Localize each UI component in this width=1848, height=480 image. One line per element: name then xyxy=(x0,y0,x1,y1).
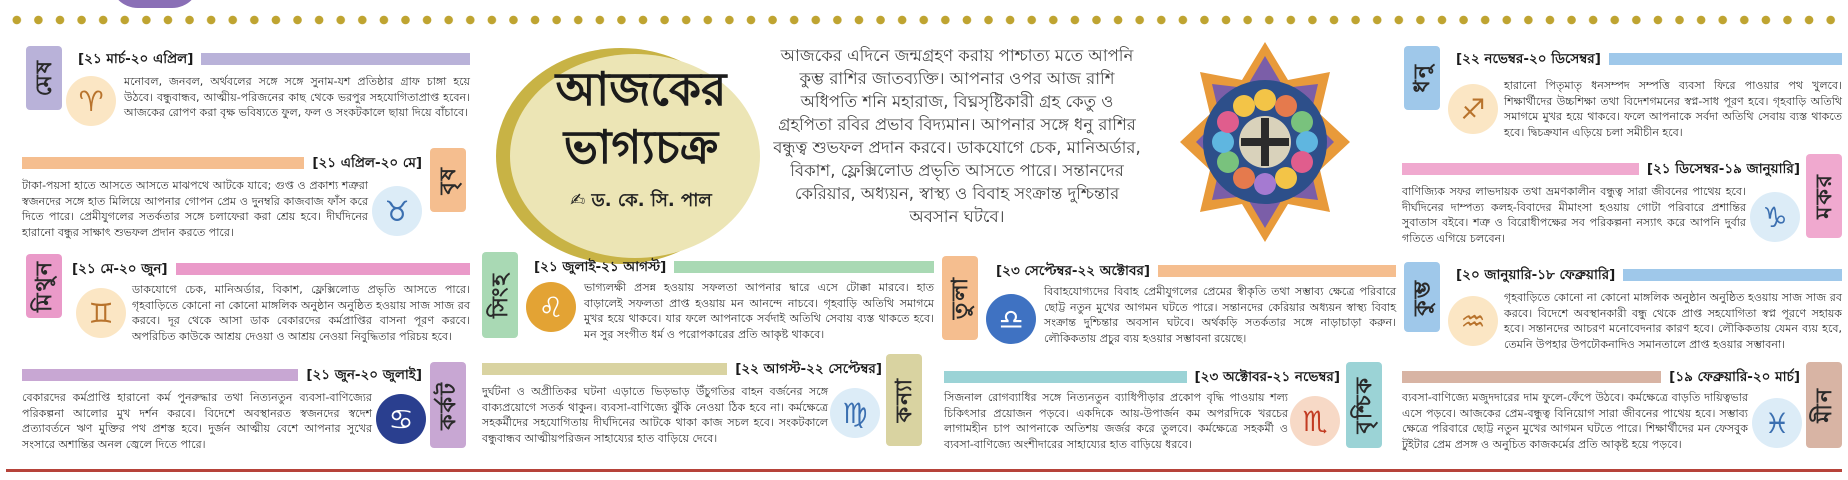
aquarius-dates: [২০ জানুয়ারি-১৮ ফেব্রুয়ারি] xyxy=(1456,266,1616,283)
virgo-text: দুর্ঘটনা ও অপ্রীতিকর ঘটনা এড়াতে ভিড়ভাড় উঁচুগতির বাহন বর্জনের সঙ্গে বাক্যপ্রয়োগে সতর্ক থাকুন। ব্যবসা-বাণিজ্যে ঝুঁকি নেওয়া ঠিক হবে না। কর্মক্ষেত্রে সহকর্মীদের সহযোগিতায় দীর্ঘদিনের আটকে থাকা কাজ সচল হবে। সংকটকালে বন্ধুবান্ধব আত্মীয়পরিজন সাহায্যের হাত বাড়িয়ে দেবে। xyxy=(482,385,828,445)
leo-text: ভাগ্যলক্ষী প্রসন্ন হওয়ায় সফলতা আপনার দ্বারে এসে টোক্কা মারবে। হাত বাড়ালেই সফলতা প্রাপ্ত হওয়ায় মন আনন্দে নাচবে। গৃহবাড়ি অতিথি সমাগমে মুখর হয়ে থাকবে। যার ফলে আপনাকে সর্বদাই অতিথি সেবায় ব্যস্ত থাকতে হবে। মন সুর সংগীত ধর্ম ও পরোপকারের প্রতি আকৃষ্ট থাকবে। xyxy=(584,281,934,341)
capricorn-dates: [২১ ডিসেম্বর-১৯ জানুয়ারি] xyxy=(1646,160,1800,177)
libra-date-bar xyxy=(996,260,1396,282)
aries-date-bar xyxy=(78,48,470,70)
headline-block xyxy=(496,48,768,264)
libra-icon: ♎ xyxy=(986,294,1036,344)
taurus-icon: ♉ xyxy=(372,186,422,236)
top-decoration xyxy=(110,0,200,8)
intro-paragraph: আজকের এদিনে জন্মগ্রহণ করায় পাশ্চাত্য মতে আপনি কুম্ভ রাশির জাতব্যক্তি। আপনার ওপর আজ রাশি অধিপতি শনি মহারাজ, বিঘ্নসৃষ্টিকারী গ্রহ কেতু ও গ্রহপিতা রবির প্রভাব বিদ্যমান। আপনার সঙ্গে ধনু রাশির বন্ধুত্ব শুভফল প্রদান করবে। ডাকযোগে চেক, মানিঅর্ডার, বিকাশ, ফ্লেক্সিলোড প্রভৃতি আসতে পারে। সন্তানদের কেরিয়ার, অধ্যয়ন, স্বাস্থ্য ও বিবাহ সংক্রান্ত দুশ্চিন্তার অবসান ঘটবে। xyxy=(773,46,1141,226)
aquarius-text: গৃহবাড়িতে কোনো না কোনো মাঙ্গলিক অনুষ্ঠান অনুষ্ঠিত হওয়ায় সাজ সাজ রব করবে। বিদেশে অবস্থানকারী বন্ধু থেকে প্রাপ্ত সহযোগিতা স্বপ্ন পূরণে সহায়ক হবে। সন্তানদের আচরণ মনোবেদনার কারণ হবে। লৌকিকতায় যেমন ব্যয় হবে, তেমনি উপহার উপঢৌকনাদিও সমানতালে প্রাপ্ত হওয়ার সম্ভাবনা। xyxy=(1504,291,1842,351)
dotted-border xyxy=(6,14,1842,26)
aries-text: মনোবল, জনবল, অর্থবলের সঙ্গে সঙ্গে সুনাম-যশ প্রতিষ্ঠার গ্রাফ চাঙ্গা হয়ে উঠবে। বন্ধুবান্ধব, আত্মীয়-পরিজনের কাছ থেকে ভরপুর সহযোগিতাপ্রাপ্ত হবেন। আজকের রোপণ করা বৃক্ষ ভবিষ্যতে ফুল, ফল ও সংকটকালে ছায়া দিয়ে বাঁচাবে। xyxy=(124,75,470,119)
aquarius-date-bar xyxy=(1456,264,1842,286)
taurus-text: টাকা-পয়সা হাতে আসতে আসতে মাঝপথে আটকে যাবে; গুপ্ত ও প্রকাশ্য শত্রুরা স্বজনদের সঙ্গে হাত মিলিয়ে আপনার গোপন প্রেম ও দুনম্বরি কাজবাজ ফাঁস করে দিতে পারে। প্রেমীযুগলের সতর্কতার সঙ্গে চলাফেরা করা শ্রেয় হবে। দীর্ঘদিনের হারানো বন্ধুর সাক্ষাৎ শুভফল প্রদান করতে পারে। xyxy=(22,179,368,239)
capricorn-icon: ♑ xyxy=(1750,192,1800,242)
headline-line2: ভাগ্যচক্র xyxy=(563,120,719,174)
sign-tab-leo: সিংহ xyxy=(482,252,518,338)
gemini-text: ডাকযোগে চেক, মানিঅর্ডার, বিকাশ, ফ্লেক্সিলোড প্রভৃতি আসতে পারে। গৃহবাড়িতে কোনো না কোনো মাঙ্গলিক অনুষ্ঠান অনুষ্ঠিত হওয়ায় সাজ সাজ রব করবে। দূর থেকে আসা ডাক বেকারদের কর্মপ্রাপ্তির বাসনা পূরণ করবে। অপরিচিত কাউকে আশ্রয় দেওয়া ও আশ্রয় নেওয়া নিবুদ্ধিতার পরিচয় হবে। xyxy=(132,283,470,343)
scorpio-dates: [২৩ অক্টোবর-২১ নভেম্বর] xyxy=(1194,368,1340,385)
cancer-text: বেকারদের কর্মপ্রাপ্তি হারানো কর্ম পুনরুদ্ধার তথা নিত্যনতুন ব্যবসা-বাণিজ্যের পরিকল্পনা আলোর মুখ দর্শন করবে। বিদেশে অবস্থানরত স্বজনদের স্বদেশ প্রত্যাবর্তনে ঋণ মুক্তির পথ প্রশস্ত হবে। দুর্জন আত্মীয় বেশে আপনার সুখের সংসারে অশান্তির অনল জ্বেলে দিতে পারে। xyxy=(22,391,372,451)
libra-text: বিবাহযোগ্যদের বিবাহ প্রেমীযুগলের প্রেমের স্বীকৃতি তথা সম্ভাব্য ক্ষেত্রে পরিবারে ছোট্ট নতুন মুখের আগমন ঘটতে পারে। সন্তানদের কেরিয়ার অধ্যয়ন স্বাস্থ্য বিবাহ সংক্রান্ত দুশ্চিন্তার অবসান ঘটবে। অর্থকড়ি সতর্কতার সঙ্গে নাড়াচাড়া করুন। লৌকিকতায় প্রচুর ব্যয় হওয়ার সম্ভাবনা রয়েছে। xyxy=(1044,285,1396,345)
sagittarius-icon: ♐ xyxy=(1448,84,1498,134)
sign-tab-libra: তুলা xyxy=(942,256,978,340)
sagittarius-dates: [২২ নভেম্বর-২০ ডিসেম্বর] xyxy=(1456,50,1601,67)
sign-tab-aquarius: কুম্ভ xyxy=(1404,262,1440,332)
sign-tab-capricorn: মকর xyxy=(1806,154,1842,238)
aries-icon: ♈ xyxy=(66,76,116,126)
sign-tab-virgo: কন্যা xyxy=(886,354,922,446)
cancer-date-bar xyxy=(22,364,422,386)
pisces-dates: [১৯ ফেব্রুয়ারি-২০ মার্চ] xyxy=(1669,368,1800,385)
leo-icon: ♌ xyxy=(526,282,576,332)
bottom-rule xyxy=(6,469,1842,472)
cancer-icon: ♋ xyxy=(376,394,426,444)
libra-dates: [২৩ সেপ্টেম্বর-২২ অক্টোবর] xyxy=(996,262,1151,279)
scorpio-icon: ♏ xyxy=(1290,396,1340,446)
cancer-dates: [২১ জুন-২০ জুলাই] xyxy=(306,366,422,383)
pisces-text: ব্যবসা-বাণিজ্যে মজুদদারের দাম ফুলে-ফেঁপে উঠবে। কর্মক্ষেত্রে বাড়তি দায়িত্বভার এসে পড়বে। আজকের প্রেম-বন্ধুত্ব বিনিয়োগ সারা জীবনের পাথেয় হবে। সম্ভাব্য ক্ষেত্রে পরিবারে ছোট্ট নতুন মুখের আগমন ঘটতে পারে। শিক্ষার্থীদের মন ফেসবুক টুইটার প্রেম প্রসঙ্গ ও অনুচিত কাজকর্মের প্রতি আকৃষ্ট হয়ে পড়বে। xyxy=(1402,391,1748,451)
taurus-date-bar xyxy=(22,152,422,174)
sign-tab-cancer: কর্কট xyxy=(430,362,466,448)
byline: ড. কে. সি. পাল xyxy=(591,190,712,211)
capricorn-date-bar xyxy=(1402,158,1800,180)
virgo-dates: [২২ আগস্ট-২২ সেপ্টেম্বর] xyxy=(735,360,882,377)
leo-date-bar xyxy=(534,256,934,278)
sign-tab-aries: মেষ xyxy=(26,46,62,110)
virgo-icon: ♍ xyxy=(830,388,880,438)
aries-dates: [২১ মার্চ-২০ এপ্রিল] xyxy=(78,50,194,67)
sign-tab-taurus: বৃষ xyxy=(430,148,466,212)
sagittarius-text: হারানো পিতৃমাতৃ ধনসম্পদ সম্পত্তি ব্যবসা ফিরে পাওয়ার পথ খুলবে। শিক্ষার্থীদের উচ্চশিক্ষা তথা বিদেশগমনের স্বপ্ন-সাধ পূরণ হবে। গৃহবাড়ি অতিথি সমাগমে মুখর হয়ে থাকবে। ফলে আপনাকে সর্বদা অতিথি সেবায় ব্যস্ত থাকতে হবে। দ্বিচক্রযান এড়িয়ে চলা সমীচীন হবে। xyxy=(1504,79,1842,139)
taurus-dates: [২১ এপ্রিল-২০ মে] xyxy=(312,154,422,171)
capricorn-text: বাণিজ্যিক সফর লাভদায়ক তথা ভ্রমণকালীন বন্ধুত্ব সারা জীবনের পাথেয় হবে। দীর্ঘদিনের দাম্পত্য কলহ-বিবাদের মীমাংসা হওয়ায় গোটা পরিবারে প্রশান্তির সুবাতাস বইবে। শত্রু ও বিরোধীপক্ষের সব পরিকল্পনা নস্যাৎ করে আপনি দুর্বার গতিতে এগিয়ে চলবেন। xyxy=(1402,185,1746,245)
scorpio-date-bar xyxy=(944,366,1340,388)
virgo-date-bar xyxy=(482,358,882,380)
gemini-dates: [২১ মে-২০ জুন] xyxy=(72,260,168,277)
sign-tab-gemini: মিথুন xyxy=(26,254,62,318)
pisces-icon: ♓ xyxy=(1752,398,1802,448)
leo-dates: [২১ জুলাই-২১ আগস্ট] xyxy=(534,258,667,275)
headline-line1: আজকের xyxy=(555,62,727,116)
pisces-date-bar xyxy=(1402,366,1800,388)
gemini-icon: ♊ xyxy=(76,288,126,338)
sign-tab-sagittarius: ধনু xyxy=(1404,46,1440,110)
scorpio-text: সিজনাল রোগব্যাধির সঙ্গে নিত্যনতুন ব্যাধিপীড়ার প্রকোপ বৃদ্ধি পাওয়ায় শল্য চিকিৎসার প্রয়োজন পড়বে। একদিকে আয়-উপার্জন কম অপরদিকে খরচের লাগামহীন চাপ আপনাকে অতিশয় জর্জর করে তুলবে। কর্মক্ষেত্রে সহকর্মী ও ব্যবসা-বাণিজ্যে অংশীদারের সাহায্যের হাত বাড়িয়ে ধরবে। xyxy=(944,391,1288,451)
sign-tab-scorpio: বৃশ্চিক xyxy=(1346,362,1382,448)
sign-tab-pisces: মীন xyxy=(1806,362,1842,448)
gemini-date-bar xyxy=(72,258,470,280)
zodiac-wheel-icon xyxy=(1180,42,1350,242)
aquarius-icon: ♒ xyxy=(1448,296,1498,346)
pen-icon: ✍ xyxy=(570,190,586,211)
sagittarius-date-bar xyxy=(1456,48,1842,70)
